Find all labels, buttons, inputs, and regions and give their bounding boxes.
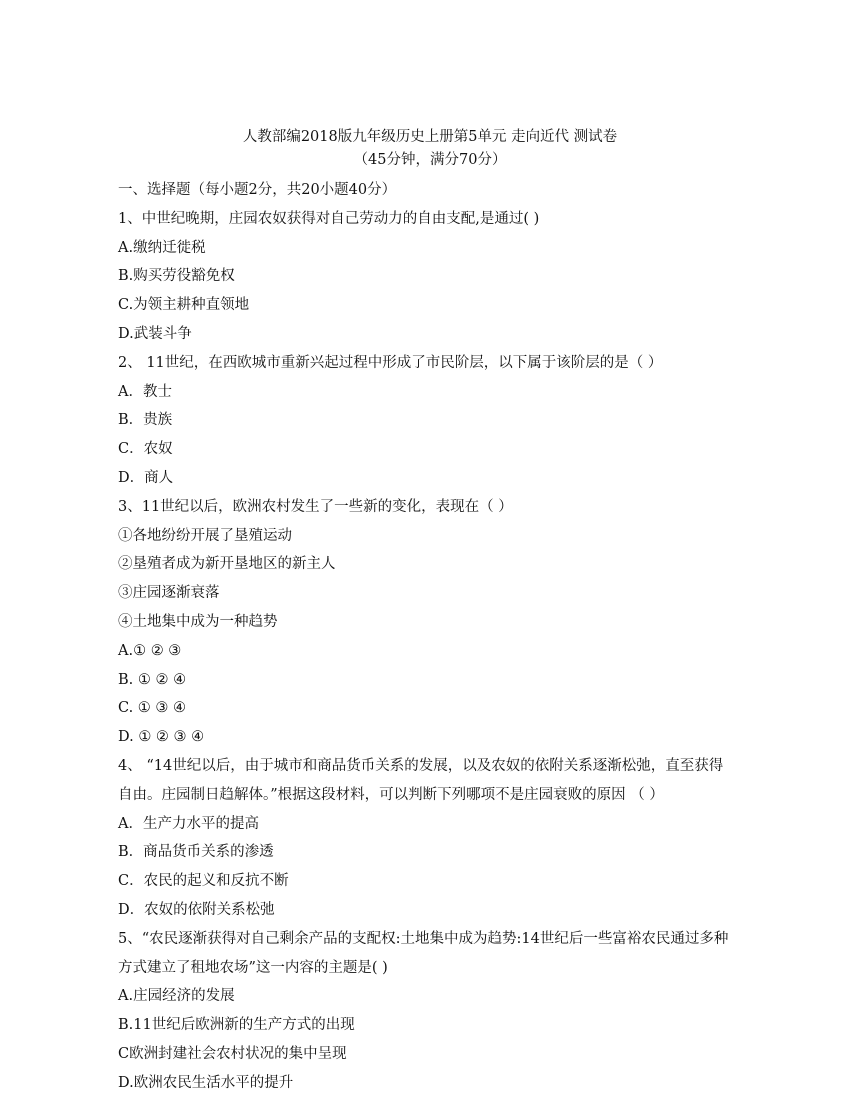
question-1-option-a: A.缴纳迁徙税	[118, 239, 206, 256]
question-5-option-c: C欧洲封建社会农村状况的集中呈现	[118, 1045, 347, 1062]
question-3-option-a: A.① ② ③	[118, 642, 182, 659]
question-5-option-a: A.庄园经济的发展	[118, 988, 235, 1005]
question-3-statement-1: ①各地纷纷开展了垦殖运动	[118, 527, 292, 544]
question-3-option-b: B. ① ② ④	[118, 671, 187, 688]
question-4-option-a: A．生产力水平的提高	[118, 815, 259, 832]
question-content	[118, 176, 743, 1098]
question-3-statement-2: ②垦殖者成为新开垦地区的新主人	[118, 556, 336, 573]
question-1-option-d: D.武装斗争	[118, 325, 192, 342]
question-3-stem: 3、11世纪以后，欧洲农村发生了一些新的变化，表现在（ ）	[118, 498, 513, 515]
question-3-option-d: D. ① ② ③ ④	[118, 729, 205, 746]
question-2-option-b: B．贵族	[118, 412, 173, 429]
question-5-stem-line-2: 方式建立了租地农场”这一内容的主题是( )	[118, 959, 388, 976]
section-heading: 一、选择题（每小题2分，共20小题40分）	[118, 182, 397, 198]
question-2-option-a: A．教士	[118, 383, 172, 400]
question-2-option-d: D．商人	[118, 469, 174, 486]
question-1-stem: 1、中世纪晚期，庄园农奴获得对自己劳动力的自由支配,是通过( )	[118, 210, 540, 227]
question-4-option-d: D．农奴的依附关系松弛	[118, 901, 275, 918]
question-2-option-c: C．农奴	[118, 441, 173, 458]
question-1-option-b: B.购买劳役豁免权	[118, 268, 235, 285]
question-3-statement-4: ④土地集中成为一种趋势	[118, 613, 278, 630]
document-title: 人教部编2018版九年级历史上册第5单元 走向近代 测试卷	[242, 129, 618, 145]
question-3-statement-3: ③庄园逐渐衰落	[118, 585, 220, 602]
question-5-option-d: D.欧洲农民生活水平的提升	[118, 1074, 294, 1091]
question-4-stem-line-1: 4、 “14世纪以后，由于城市和商品货币关系的发展，以及农奴的依附关系逐渐松弛，直至获得	[118, 757, 724, 774]
question-4-option-b: B．商品货币关系的渗透	[118, 844, 274, 861]
document-subtitle: （45分钟，满分70分）	[353, 152, 507, 168]
question-4-stem-line-2: 自由。庄园制日趋解体。”根据这段材料，可以判断下列哪项不是庄园衰败的原因 （ ）	[118, 786, 664, 803]
question-2-stem: 2、 11世纪，在西欧城市重新兴起过程中形成了市民阶层，以下属于该阶层的是（ ）	[118, 354, 663, 371]
question-5-option-b: B.11世纪后欧洲新的生产方式的出现	[118, 1017, 355, 1034]
question-4-option-c: C．农民的起义和反抗不断	[118, 873, 289, 890]
question-3-option-c: C. ① ③ ④	[118, 700, 187, 717]
question-1-option-c: C.为领主耕种直领地	[118, 297, 250, 314]
question-5-stem-line-1: 5、“农民逐渐获得对自己剩余产品的支配权:土地集中成为趋势:14世纪后一些富裕农民通过多种	[118, 930, 729, 947]
